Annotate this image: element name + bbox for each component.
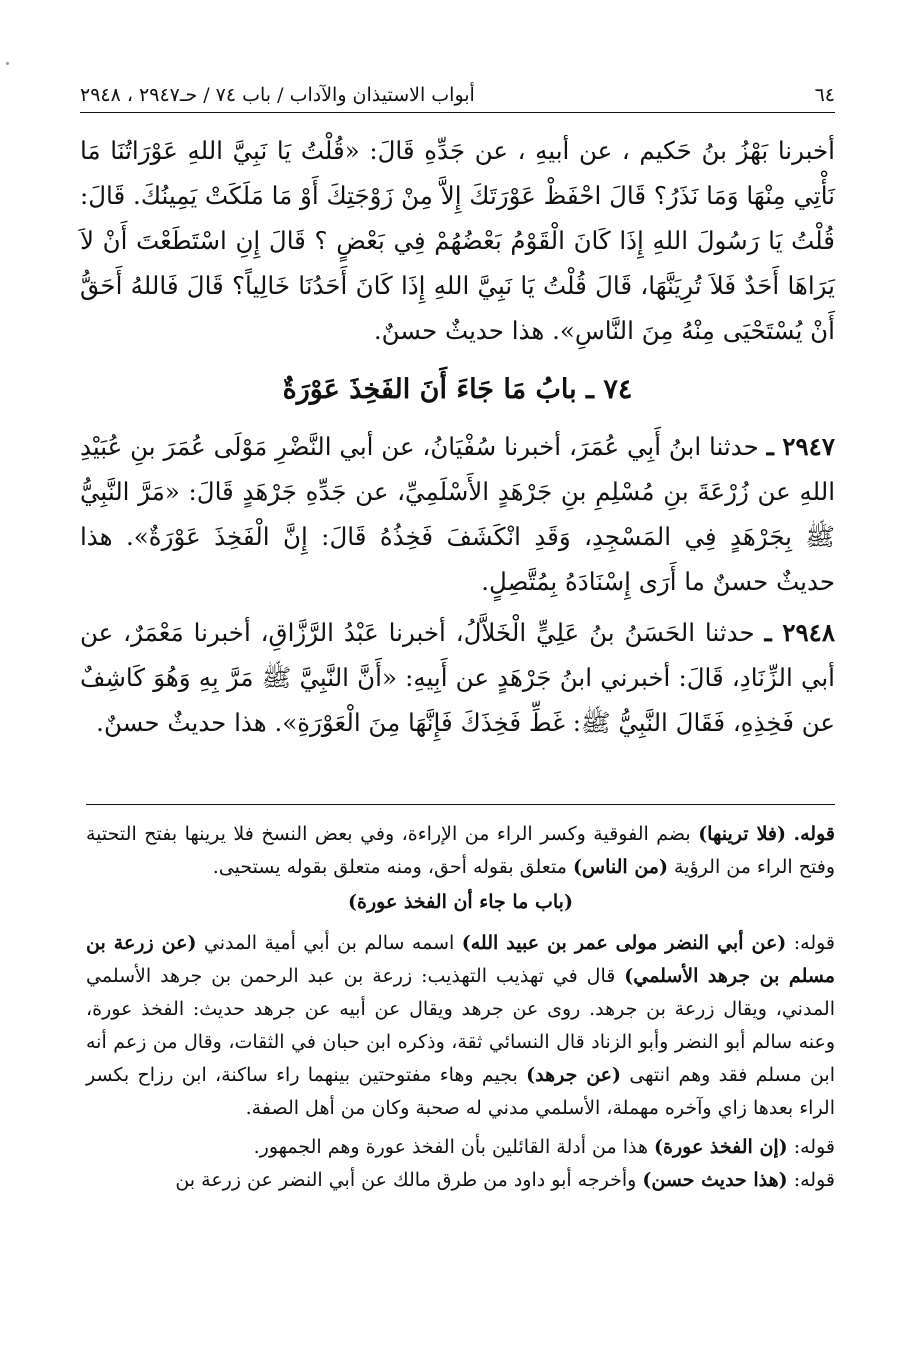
preceding-hadith-text: أخبرنا بَهْزُ بنُ حَكيم ، عن أبيهِ ، عن جَدِّهِ قَالَ: «قُلْتُ يَا نَبِيَّ اللهِ عَوْرَاتُنَا مَا نَأْتِي مِنْهَا وَمَا نَذَرُ؟ قَالَ احْفَظْ عَوْرَتَكَ إِلاَّ مِنْ زَوْجَتِكَ أَوْ مَا مَلَكَتْ يَمِينُكَ. قَالَ: قُلْتُ يَا رَسُولَ اللهِ إِذَا كَانَ الْقَوْمُ بَعْضُهُمْ فِي بَعْضٍ ؟ قَالَ إِنِ اسْتَطَعْتَ أَنْ لاَ يَرَاهَا أَحَدٌ فَلاَ تُرِيَنَّهَا، قَالَ قُلْتُ يَا نَبِيَّ اللهِ إِذَا كَانَ أَحَدُنَا خَالِياً؟ قَالَ فَاللهُ أَحَقُّ أَنْ يُسْتَحْيَى مِنْهُ مِنَ النَّاسِ». هذا حديثٌ حسنٌ. — [80, 136, 835, 345]
commentary-note — [86, 1164, 835, 1197]
hadith-2947 — [80, 424, 835, 604]
hadith-text: حدثنا الحَسَنُ بنُ عَلِيٍّ الْخَلاَّلُ، أخبرنا عَبْدُ الرَّزَّاقِ، أخبرنا مَعْمَرٌ، عن أبي الزِّنَادِ، قَالَ: أخبرني ابنُ جَرْهَدٍ عن أَبِيهِ: «أَنَّ النَّبِيَّ ﷺ مَرَّ بِهِ وَهُوَ كَاشِفٌ عن فَخِذِهِ، فَقَالَ النَّبِيُّ ﷺ: غَطِّ فَخِذَكَ فَإِنَّهَا مِنَ الْعَوْرَةِ». هذا حديثٌ حسنٌ. — [80, 618, 835, 737]
note-text: متعلق بقوله أحق، ومنه متعلق بقوله يستحيى. — [212, 856, 567, 878]
note-lead: قوله: — [793, 1136, 835, 1158]
note-text: اسمه سالم بن أبي أمية المدني — [203, 932, 455, 954]
commentary-subheading: (باب ما جاء أن الفخذ عورة) — [348, 891, 573, 913]
hadith-2948 — [80, 610, 835, 745]
note-text: بضم الفوقية وكسر الراء من الإراءة، وفي بعض النسخ فلا يرينها بفتح التحتية وفتح الراء من الرؤية — [86, 823, 835, 878]
page-header — [80, 84, 835, 106]
note-text: قال في تهذيب التهذيب: زرعة بن عبد الرحمن بن جرهد الأسلمي المدني، ويقال زرعة بن جرهد. روى عن جرهد ويقال عن أبيه عن جرهد حديث: الفخذ عورة، وعنه سالم أبو النضر وأبو الزناد قال النسائي ثقة، وذكره ابن حبان في الثقات، وقال من زعم أنه ابن مسلم فقد وهم انتهى — [86, 965, 836, 1086]
page-number: ٦٤ — [814, 84, 835, 106]
commentary-divider — [86, 804, 835, 805]
commentary-note — [86, 927, 835, 1125]
commentary — [86, 818, 835, 1197]
note-text: بجيم وهاء مفتوحتين بينهما راء ساكنة، ابن رزاح بكسر الراء بعدها زاي وآخره مهملة، الأسلمي مدني له صحبة وكان من أهل الصفة. — [86, 1064, 835, 1119]
note-text: هذا من أدلة القائلين بأن الفخذ عورة وهم الجمهور. — [253, 1136, 648, 1158]
hadith-text: حدثنا ابنُ أَبِي عُمَرَ، أخبرنا سُفْيَانُ، عن أبي النَّضْرِ مَوْلَى عُمَرَ بنِ عُبَيْدِ اللهِ عن زُرْعَةَ بنِ مُسْلِمِ بنِ جَرْهَدٍ الأَسْلَمِيِّ، عن جَدِّهِ جَرْهَدٍ قَالَ: «مَرَّ النَّبِيُّ ﷺ بِجَرْهَدٍ فِي المَسْجِدِ، وَقَدِ انْكَشَفَ فَخِذُهُ قَالَ: إِنَّ الْفَخِذَ عَوْرَةٌ». هذا حديثٌ حسنٌ ما أَرَى إِسْنَادَهُ بِمُتَّصِلٍ. — [80, 432, 835, 596]
commentary-note — [86, 1131, 835, 1164]
note-term: (عن جرهد) — [526, 1064, 622, 1086]
note-term: (إن الفخذ عورة) — [654, 1136, 788, 1158]
note-lead: قوله: — [793, 932, 836, 954]
running-title: أبواب الاستيذان والآداب / باب ٧٤ / حـ٢٩٤٧ ، ٢٩٤٨ — [80, 84, 475, 106]
hadith-number: ٢٩٤٧ ـ — [766, 432, 835, 461]
note-term: (هذا حديث حسن) — [642, 1169, 788, 1191]
note-term: (فلا ترينها) — [698, 823, 786, 845]
note-lead: قوله. — [793, 823, 835, 845]
note-lead: قوله: — [793, 1169, 835, 1191]
chapter-heading: ٧٤ ـ بابُ مَا جَاءَ أَنَ الفَخِذَ عَوْرَةٌ — [282, 374, 633, 405]
hadith-number: ٢٩٤٨ ـ — [764, 618, 835, 647]
header-rule — [80, 112, 835, 113]
note-text: وأخرجه أبو داود من طرق مالك عن أبي النضر عن زرعة بن — [175, 1169, 637, 1191]
note-term: (عن أبي النضر مولى عمر بن عبيد الله) — [461, 932, 787, 954]
note-term: (عن زرعة بن مسلم بن جرهد الأسلمي) — [86, 932, 835, 987]
commentary-note — [86, 818, 835, 884]
scan-speck — [6, 62, 9, 65]
note-term: (من الناس) — [572, 856, 668, 878]
main-text — [80, 128, 835, 745]
